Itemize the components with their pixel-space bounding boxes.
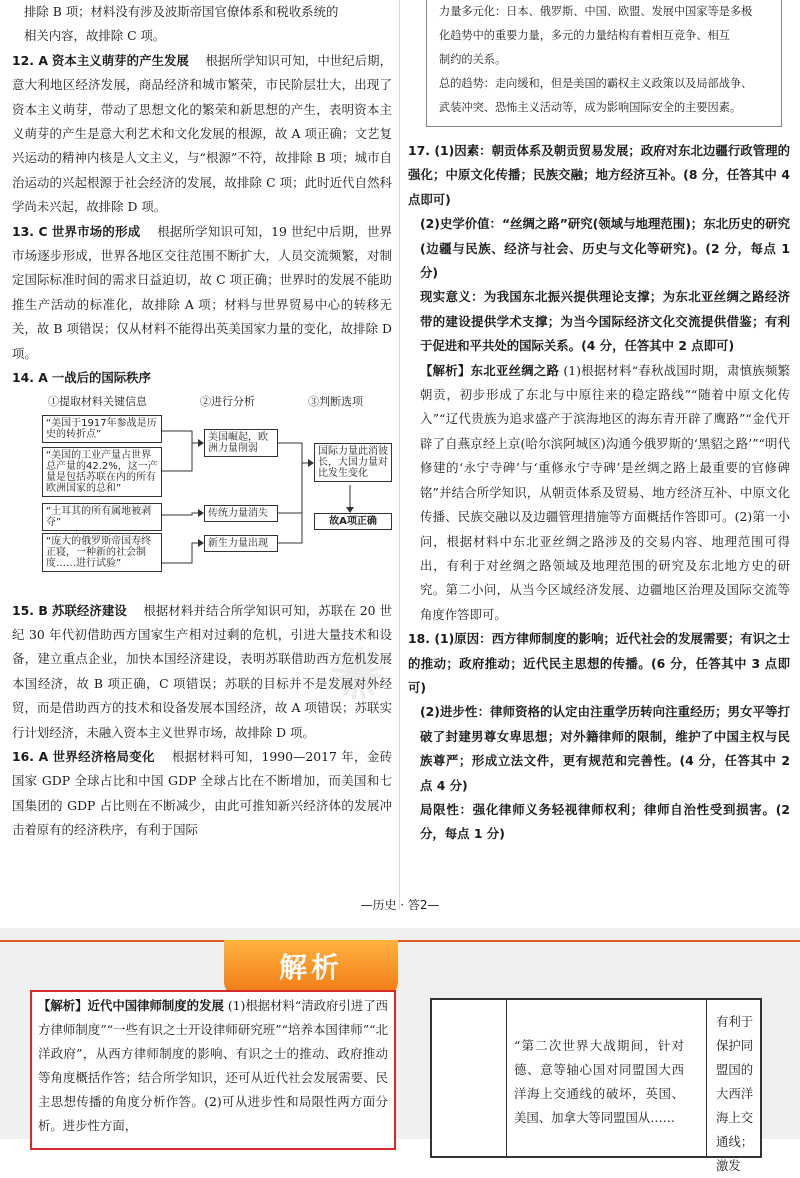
answer-17-part1: 17. (1)因素：朝贡体系及朝贡贸易发展；政府对东北边疆行政管理的强化；中原文化传播；民族交融；地方经济互补。(8 分，任答其中 4 点即可) [408, 143, 790, 207]
question-number: 15. B [12, 602, 48, 618]
answer-17-part2: (2)史学价值：“丝绸之路”研究(领域与地理范围)；东北历史的研究(边疆与民族、经济与社会、历史与文化等研究)。(2 分，每点 1 分) [420, 216, 790, 281]
answer-13 [12, 220, 392, 366]
answer-text: 根据所学知识可知，19 世纪中后期，世界市场逐步形成，世界各地区交往范围不断扩大，人员交流频繁，对制定国际标准时间的需求日益迫切，故 C 项正确；世界时的发展不能助推生产活动的标准化，故排除 A 项；材料与世界贸易中心的转移无关，故 B 项错误；仅从材料不能得出英美国家力量的变化，故排除 D 项。 [12, 223, 392, 361]
summary-line: 力量多元化：日本、俄罗斯、中国、欧盟、发展中国家等是多极 [439, 5, 753, 18]
summary-line: 总的趋势：走向缓和，但是美国的霸权主义政策以及局部战争、 [439, 77, 753, 90]
answer-table [430, 998, 762, 1173]
answer-18-part1: 18. (1)原因：西方律师制度的影响；近代社会的发展需要；有识之士的推动；政府推动；近代民主思想的传播。(6 分，任答其中 3 点即可) [408, 631, 790, 695]
summary-box [426, 0, 782, 127]
answer-text: 根据材料并结合所学知识可知，苏联在 20 世纪 30 年代初借助西方国家生产相对过剩的危机，引进大量技术和设备，建立重点企业，加快本国经济建设，表明苏联借助西方危机发展本国经济，故 B 项正确，C 项错误；苏联的目标并不是发展对外经贸，而是借助西方的技术和设备发展本国经济，故 A 项错误；苏联实行计划经济，未融入资本主义世界市场，故排除 D 项。 [12, 602, 392, 740]
key-info-box: “美国的工业产量占世界总产量的42.2%，这一产量是包括苏联在内的所有欧洲国家的总和” [42, 447, 162, 497]
connector-line [272, 463, 302, 543]
answer-17-analysis [408, 359, 790, 627]
diagram-step-3: ③判断选项 [308, 394, 363, 408]
analysis-heading: 【解析】近代中国律师制度的发展 [38, 998, 224, 1013]
topic: 世界经济格局变化 [52, 748, 155, 764]
answer-box: 故A项正确 [314, 513, 392, 530]
divider-line [0, 940, 800, 942]
answer-12 [12, 49, 392, 220]
intro-line: 相关内容，故排除 C 项。 [24, 28, 166, 44]
connector-line [160, 513, 198, 515]
table-cell-text: 有利于保护同盟国的大西洋海上交通线；激发 [716, 1014, 754, 1173]
connector-line [160, 543, 198, 563]
topic: 一战后的国际秩序 [51, 370, 151, 386]
question-number: 14. A [12, 370, 48, 386]
summary-line: 制约的关系。 [439, 53, 507, 66]
analysis-heading: 【解析】东北亚丝绸之路 [420, 362, 560, 378]
connector-line [160, 443, 198, 471]
answer-16 [12, 745, 392, 843]
question-number: 16. A [12, 748, 49, 764]
analysis-text: (1)根据材料“清政府引进了西方律师制度”“一些有识之士开设律师研究班”“培养本国律师”“北洋政府”，从西方律师制度的影响、有识之士的推动、政府推动等角度概括作答；结合所学知识，还可从近代社会发展需要、民主思想传播的角度分析作答。(2)可从进步性和局限性两方面分析。进步性方面， [38, 998, 388, 1133]
page-footer: —历史 · 答2— [360, 898, 440, 912]
answer-14 [12, 366, 392, 390]
question-number: 17. [408, 143, 430, 158]
watermark-logo: ✺ [318, 626, 398, 723]
key-info-box: “土耳其的所有属地被剥夺” [42, 503, 162, 531]
analysis-box: 美国崛起，欧洲力量削弱 [204, 429, 278, 457]
conclusion-box: 国际力量此消彼长，大国力量对比发生变化 [314, 443, 392, 482]
analysis-tab: 解析 [224, 940, 398, 996]
next-page-preview [0, 928, 800, 1173]
answer-text: 根据材料可知，1990—2017 年，金砖国家 GDP 全球占比和中国 GDP 全球占比在不断增加，而美国和七国集团的 GDP 占比则在不断减少，由此可推知新兴经济体的发展冲击着原有的经济秩序，有利于国际 [12, 748, 392, 838]
connector-line [160, 431, 198, 443]
table-cell [432, 1000, 507, 1156]
analysis-box: 新生力量出现 [204, 535, 278, 552]
diagram-step-1: ①提取材料关键信息 [48, 394, 147, 408]
column-divider [399, 0, 400, 910]
answer-text: 根据所学知识可知，中世纪后期，意大利地区经济发展，商品经济和城市繁荣，市民阶层壮大，出现了资本主义萌芽，带动了思想文化的繁荣和新思想的产生，表明资本主义萌芽的产生是意大利艺术和文化发展的根源，故 A 项正确；文艺复兴运动的精神内核是人文主义，与“根源”不符，故排除 B 项；城市自治运动的兴起根源于社会经济的发展，故排除 C 项；此时近代自然科学尚未兴起，故排除 D 项。 [12, 52, 392, 215]
left-column [12, 0, 392, 843]
table-cell-text: “第二次世界大战期间，针对德、意等轴心国对同盟国大西洋海上交通线的破坏，英国、美国、加拿大等同盟国从…… [514, 1038, 684, 1125]
right-column [408, 0, 790, 847]
answer-18-part3: 局限性：强化律师义务轻视律师权利；律师自治性受到损害。(2 分，每点 1 分) [420, 801, 790, 842]
question-number: 13. C [12, 223, 48, 239]
diagram-step-2: ②进行分析 [200, 394, 255, 408]
key-info-box: “美国于1917年参战是历史的转折点” [42, 415, 162, 443]
topic: 世界市场的形成 [51, 223, 141, 239]
analysis-diagram [32, 393, 392, 593]
answer-18-part2: (2)进步性：律师资格的认定由注重学历转向注重经历；男女平等打破了封建男尊女卑思想；对外籍律师的限制，维护了中国主权与民族尊严；形成立法文件，更有规范和完善性。(4 分，任答其中 2 点 4 分) [420, 704, 790, 793]
topic: 资本主义萌芽的产生发展 [51, 52, 189, 68]
intro-line: 排除 B 项；材料没有涉及波斯帝国官僚体系和税收系统的 [24, 4, 339, 19]
question-number: 18. [408, 631, 430, 647]
analysis-box: 传统力量消失 [204, 505, 278, 522]
analysis-text: (1)根据材料“春秋战国时期，肃慎族频繁朝贡，初步形成了东北与中原往来的稳定路线”“随着中原文化传入”“辽代贵族为追求盛产于滨海地区的海东青开辟了鹰路”“金代开辟了自燕京经上京(哈尔滨阿城区)沟通今俄罗斯的‘黑貂之路’”“明代修建的‘永宁寺碑’与‘重修永宁寺碑’是丝绸之路上最重要的官修碑铭”并结合所学知识，从朝贡体系及贸易、地方经济互补、中原文化传播、民族交融以及边疆管理措施等方面概括作答即可。(2)第一小问，根据材料中东北亚丝绸之路涉及的交易内容、地理范围可得出，有利于对丝绸之路领域及地理范围的研究及东北地方史的研究。第二小问，从当今区域经济发展、边疆地区治理及国际交流等角度作答即可。 [420, 362, 790, 622]
topic: 苏联经济建设 [51, 602, 127, 618]
key-info-box: “庞大的俄罗斯帝国寿终正寝，一种新的社会制度……进行试验” [42, 533, 162, 572]
question-number: 12. A [12, 52, 48, 68]
analysis-box [30, 990, 396, 1150]
table-divider [706, 1000, 707, 1156]
answer-17-part3: 现实意义：为我国东北振兴提供理论支撑；为东北亚丝绸之路经济带的建设提供学术支撑；为当今国际经济文化交流提供借鉴；有利于促进和平共处的国际关系。(4 分，任答其中 2 点即可) [420, 289, 790, 354]
summary-line: 化趋势中的重要力量，多元的力量结构有着相互竞争、相互 [439, 29, 730, 42]
summary-line: 武装冲突、恐怖主义活动等，成为影响国际安全的主要因素。 [439, 101, 742, 114]
